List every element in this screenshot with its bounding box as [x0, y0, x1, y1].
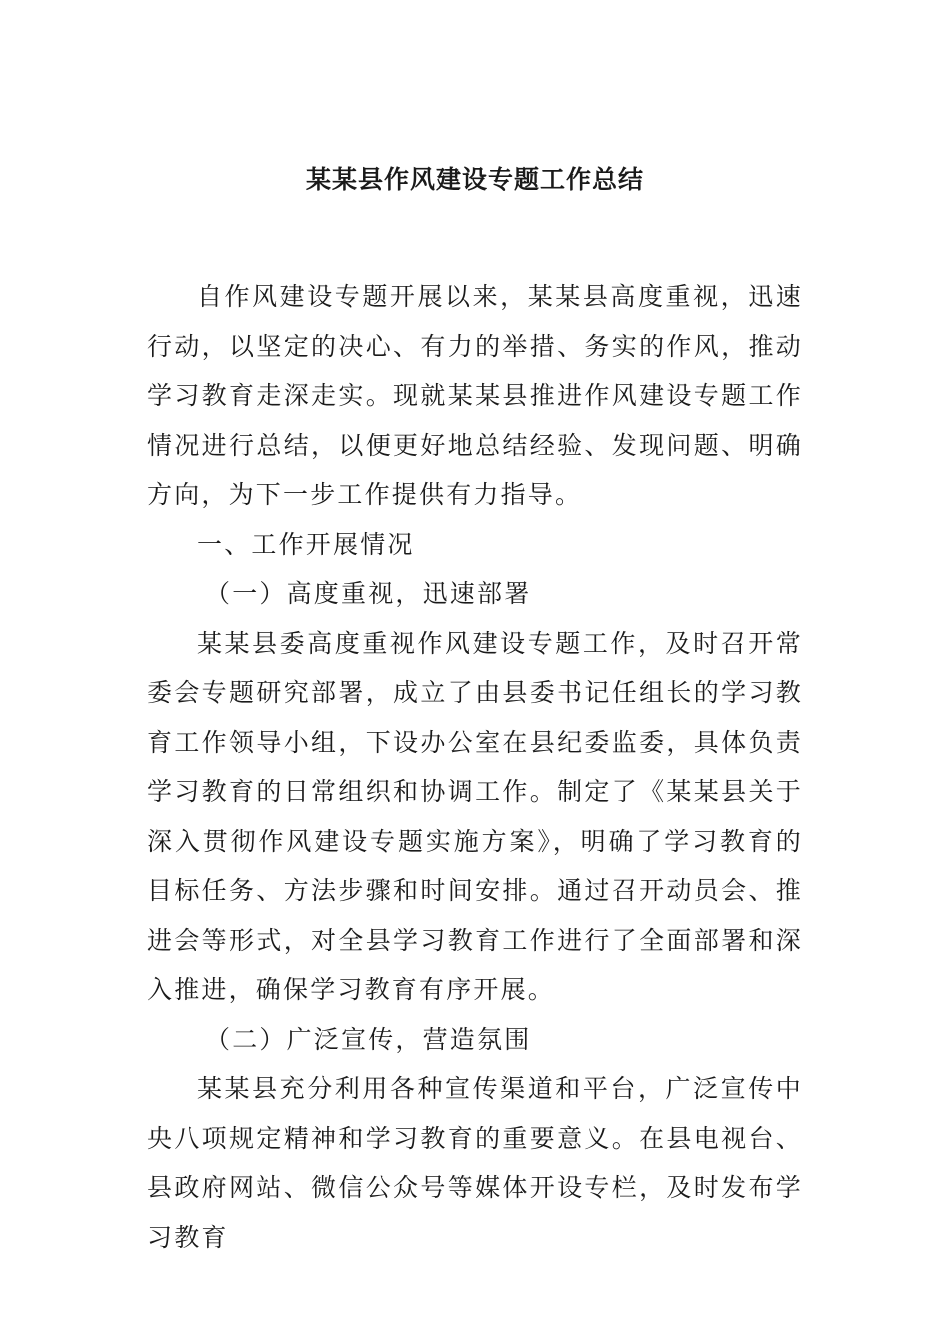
document-title: 某某县作风建设专题工作总结 [305, 165, 644, 194]
subsection-heading-1: （一）高度重视，迅速部署 [205, 579, 532, 608]
document-body [147, 272, 803, 1262]
subsection-heading-2: （二）广泛宣传，营造氛围 [205, 1024, 532, 1054]
paragraph-deployment: 某某县委高度重视作风建设专题工作，及时召开常委会专题研究部署，成立了由县委书记任组长的学习教育工作领导小组，下设办公室在县纪委监委，具体负责学习教育的日常组织和协调工作。制定了《某某县关于深入贯彻作风建设专题实施方案》，明确了学习教育的目标任务、方法步骤和时间安排。通过召开动员会、推进会等形式，对全县学习教育工作进行了全面部署和深入推进，确保学习教育有序开展。 [147, 628, 803, 1004]
paragraph-intro: 自作风建设专题开展以来，某某县高度重视，迅速行动，以坚定的决心、有力的举措、务实的作风，推动学习教育走深走实。现就某某县推进作风建设专题工作情况进行总结，以便更好地总结经验、发现问题、明确方向，为下一步工作提供有力指导。 [147, 282, 803, 509]
section-heading-1: 一、工作开展情况 [197, 529, 415, 559]
paragraph-publicity: 某某县充分利用各种宣传渠道和平台，广泛宣传中央八项规定精神和学习教育的重要意义。在县电视台、县政府网站、微信公众号等媒体开设专栏，及时发布学习教育 [147, 1074, 803, 1252]
